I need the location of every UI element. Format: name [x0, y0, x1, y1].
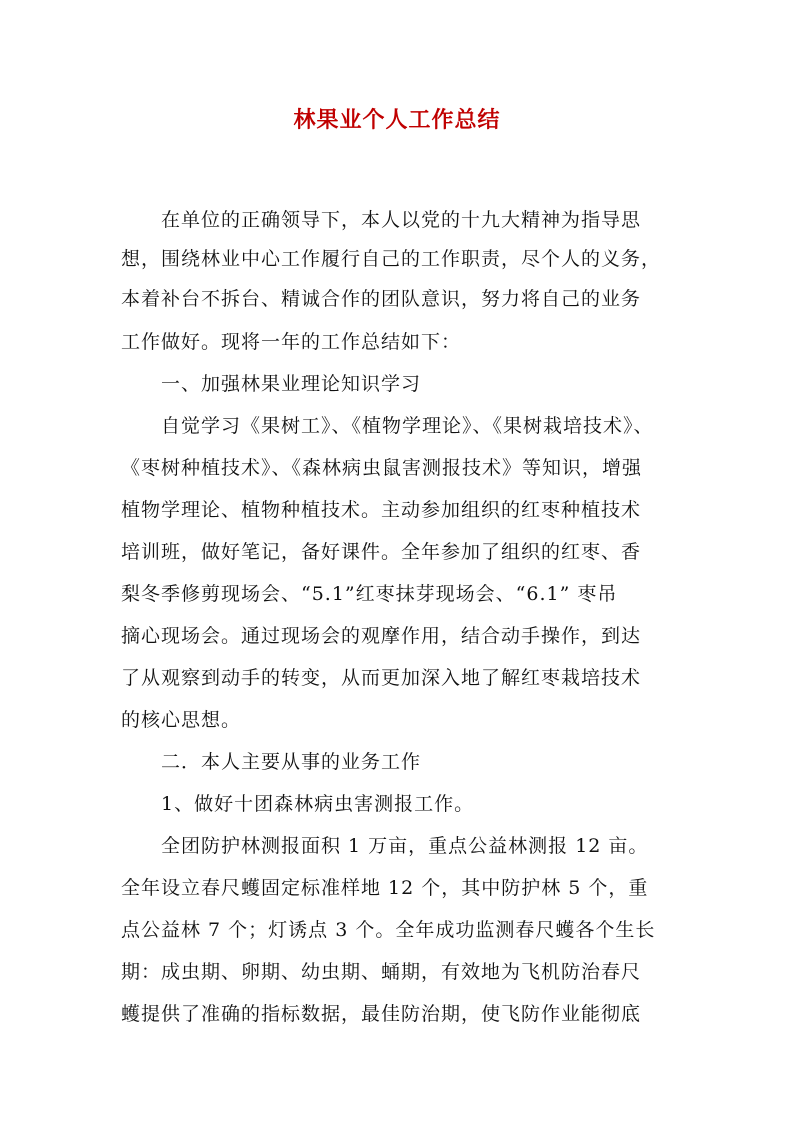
paragraph-line: 摘心现场会。通过现场会的观摩作用，结合动手操作，到达 [121, 625, 642, 647]
paragraph-line: 自觉学习《果树工》、《植物学理论》、《果树栽培技术》、 [161, 415, 654, 437]
paragraph-line: 蠖提供了准确的指标数据，最佳防治期，使飞防作业能彻底 [121, 1003, 642, 1025]
paragraph-line: 培训班，做好笔记，备好课件。全年参加了组织的红枣、香 [121, 541, 642, 563]
paragraph-line: 在单位的正确领导下，本人以党的十九大精神为指导思 [161, 209, 642, 231]
paragraph-line: 植物学理论、植物种植技术。主动参加组织的红枣种植技术 [121, 499, 642, 521]
paragraph-line: 了从观察到动手的转变，从而更加深入地了解红枣栽培技术 [121, 667, 642, 689]
paragraph-line: 的核心思想。 [121, 709, 242, 731]
paragraph-line: 工作做好。现将一年的工作总结如下： [121, 331, 462, 353]
paragraph-line: 想，围绕林业中心工作履行自己的工作职责，尽个人的义务， [121, 248, 662, 270]
subsection-heading: 1、做好十团森林病虫害测报工作。 [161, 793, 475, 815]
paragraph-line: 点公益林 7 个；灯诱点 3 个。全年成功监测春尺蠖各个生长 [121, 919, 656, 941]
paragraph-line: 全团防护林测报面积 1 万亩，重点公益林测报 12 亩。 [161, 835, 649, 857]
paragraph-line: 期：成虫期、卵期、幼虫期、蛹期，有效地为飞机防治春尺 [121, 961, 642, 983]
section-heading: 一、加强林果业理论知识学习 [161, 373, 422, 395]
section-heading: 二．本人主要从事的业务工作 [161, 751, 422, 773]
paragraph-line: 《枣树种植技术》、《森林病虫鼠害测报技术》等知识，增强 [121, 457, 643, 479]
document-title: 林果业个人工作总结 [293, 107, 501, 133]
paragraph-line: 全年设立春尺蠖固定标准样地 12 个，其中防护林 5 个，重 [121, 877, 649, 899]
paragraph-line: 梨冬季修剪现场会、“5.1”红枣抹芽现场会、“6.1” 枣吊 [121, 583, 618, 605]
paragraph-line: 本着补台不拆台、精诚合作的团队意识，努力将自己的业务 [121, 288, 642, 310]
